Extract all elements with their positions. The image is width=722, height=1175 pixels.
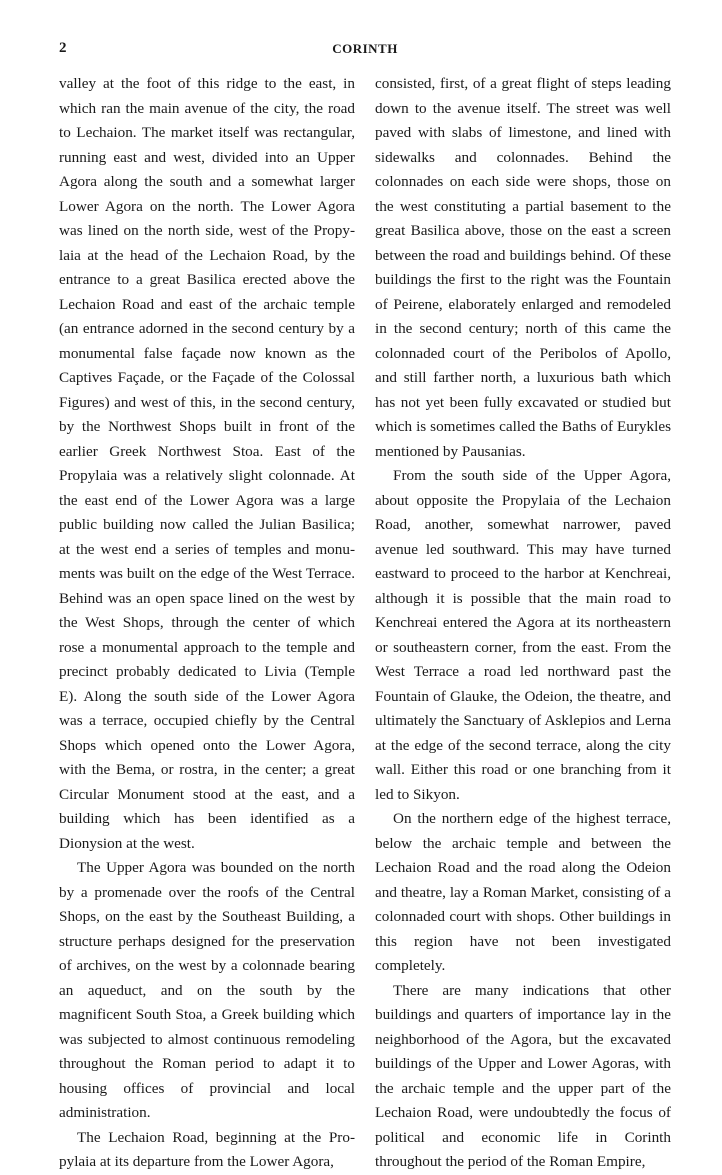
paragraph: There are many indications that other buildings and quarters of importance lay in the neighborhood of the Agora, but the excavated buildings of the Upper and Lower Agoras, with the archaic temple and the upper part of the Lechaion Road, were undoubtedly the focus of political and economic life in Corinth throughout the period of the Roman Empire,	[375, 981, 671, 1170]
paragraph: From the south side of the Upper Agora, about opposite the Propylaia of the Lechaion Road, another, somewhat narrower, paved avenue led southward. This may have turned eastward to proceed to the harbor at Kenchreai, although it is possible that the main road to Kenchreai entered the Agora at its northeastern or southeastern corner, from the east. From the West Terrace a road led northward past the Fountain of Glauke, the Odeion, the theatre, and ultimately the Sanctuary of Asklepios and Lerna at the edge of the second terrace, along the city wall. Either this road or one branching from it led to Sikyon.	[375, 467, 671, 803]
running-title: CORINTH	[332, 41, 398, 56]
text-columns	[59, 72, 671, 1175]
right-column	[375, 72, 671, 1175]
book-page	[59, 40, 671, 1175]
paragraph: consisted, first, of a great flight of steps leading down to the avenue itself. The street was well paved with slabs of limestone, and lined with sidewalks and colonnades. Behind the colonnades on each side were shops, those on the west constituting a partial basement to the great Basilica above, those on the east a screen between the road and buildings behind. Of these buildings the first to the right was the Fountain of Peirene, elaborately enlarged and remodeled in the second century; north of this came the colonnaded court of the Peribolos of Apollo, and still farther north, a luxurious bath which has not yet been fully excavated or studied but which is sometimes called the Baths of Eurykles mentioned by Pausanias.	[375, 75, 671, 460]
paragraph: The Lechaion Road, beginning at the Propylaia at its departure from the Lower Agora,	[59, 1128, 355, 1170]
paragraph: The Upper Agora was bounded on the north by a promenade over the roofs of the Central Shops, on the east by the Southeast Building, a structure perhaps designed for the preservation of archives, on the west by a colonnade bearing an aqueduct, and on the south by the magnificent South Stoa, a Greek building which was subjected to almost continuous remodeling throughout the Roman period to adapt it to housing offices of provincial and local administration.	[59, 859, 355, 1121]
paragraph: valley at the foot of this ridge to the east, in which ran the main avenue of the city, the road to Lechaion. The market itself was rectangular, running east and west, divided into an Upper Agora along the south and a somewhat larger Lower Agora on the north. The Lower Agora was lined on the north side, west of the Propylaia at the head of the Lechaion Road, by the entrance to a great Basilica erected above the Lechaion Road and east of the archaic temple (an entrance adorned in the second century by a monumental false façade now known as the Captives Façade, or the Façade of the Colossal Figures) and west of this, in the second century, by the Northwest Shops built in front of the earlier Greek Northwest Stoa. East of the Propylaia was a relatively slight colonnade. At the east end of the Lower Agora was a large public building now called the Julian Basilica; at the west end a series of temples and monuments was built on the edge of the West Terrace. Behind was an open space lined on the west by the West Shops, through the center of which rose a monumental approach to the temple and precinct probably dedicated to Livia (Temple E). Along the south side of the Lower Agora was a terrace, occupied chiefly by the Central Shops which opened onto the Lower Agora, with the Bema, or rostra, in the center; a great Circular Monument stood at the east, and a building which has been identified as a Dionysion at the west.	[59, 75, 355, 852]
page-number: 2	[59, 40, 67, 56]
running-head	[59, 40, 671, 64]
left-column	[59, 72, 355, 1175]
paragraph: On the northern edge of the highest terrace, below the archaic temple and between the Lechaion Road and the road along the Odeion and theatre, lay a Roman Market, consisting of a colonnaded court with shops. Other buildings in this region have not been investigated completely.	[375, 810, 671, 974]
